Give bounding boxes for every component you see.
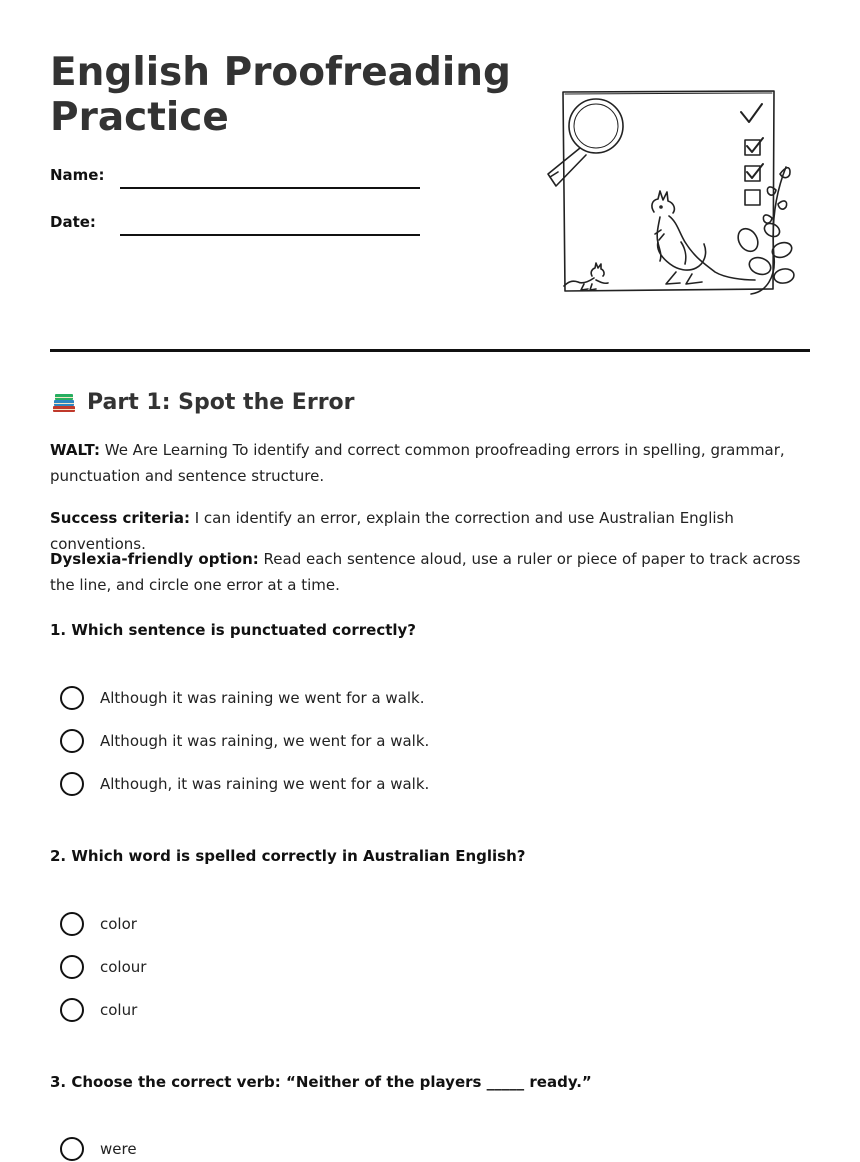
question-2-prompt: 2. Which word is spelled correctly in Australian English? [50,847,526,865]
checklist-icon [741,104,763,205]
question-1-option-b[interactable] [60,728,429,754]
option-label: Although, it was raining we went for a walk. [100,775,430,793]
dyslexia-text: Read each sentence aloud, use a ruler or piece of paper to track across the line, and circle one error at a time. [50,550,801,594]
name-field[interactable] [120,187,420,189]
kangaroo-checklist-illustration [536,82,796,312]
question-1-option-a[interactable] [60,685,425,711]
title-line-2: Practice [50,95,229,140]
walt-paragraph [50,437,810,489]
success-text: I can identify an error, explain the correction and use Australian English conventions. [50,509,734,553]
question-2-option-b[interactable] [60,954,146,980]
name-label: Name: [50,166,105,184]
gum-leaves-icon [734,167,795,294]
title-line-1: English Proofreading [50,50,511,95]
dyslexia-option-paragraph [50,546,810,598]
radio-button[interactable] [60,729,84,753]
question-1-prompt: 1. Which sentence is punctuated correctly? [50,621,417,639]
success-label: Success criteria: [50,509,190,527]
option-label: Although it was raining we went for a walk. [100,689,425,707]
section-heading-text: Part 1: Spot the Error [87,389,355,415]
radio-button[interactable] [60,955,84,979]
books-icon [50,388,78,416]
option-label: were [100,1140,137,1158]
kangaroo-icon [652,191,755,284]
small-kangaroo-icon [564,263,608,290]
walt-label: WALT: [50,441,100,459]
radio-button[interactable] [60,998,84,1022]
option-label: colour [100,958,147,976]
date-label: Date: [50,213,96,231]
radio-button[interactable] [60,1137,84,1161]
header-divider [50,349,810,352]
radio-button[interactable] [60,772,84,796]
option-label: colur [100,1001,138,1019]
section-heading [50,388,355,416]
option-label: color [100,915,137,933]
option-label: Although it was raining, we went for a walk. [100,732,430,750]
magnifier-icon [548,99,623,186]
question-1-option-c[interactable] [60,771,429,797]
paper-sheet [563,91,774,291]
question-3-option-a[interactable] [60,1136,137,1162]
question-3-prompt: 3. Choose the correct verb: “Neither of the players _____ ready.” [50,1073,592,1091]
worksheet-title [50,50,511,140]
radio-button[interactable] [60,686,84,710]
question-2-option-a[interactable] [60,911,137,937]
walt-text: We Are Learning To identify and correct common proofreading errors in spelling, grammar, punctuation and sentence structure. [50,441,785,485]
radio-button[interactable] [60,912,84,936]
question-2-option-c[interactable] [60,997,137,1023]
date-field[interactable] [120,234,420,236]
dyslexia-label: Dyslexia-friendly option: [50,550,259,568]
